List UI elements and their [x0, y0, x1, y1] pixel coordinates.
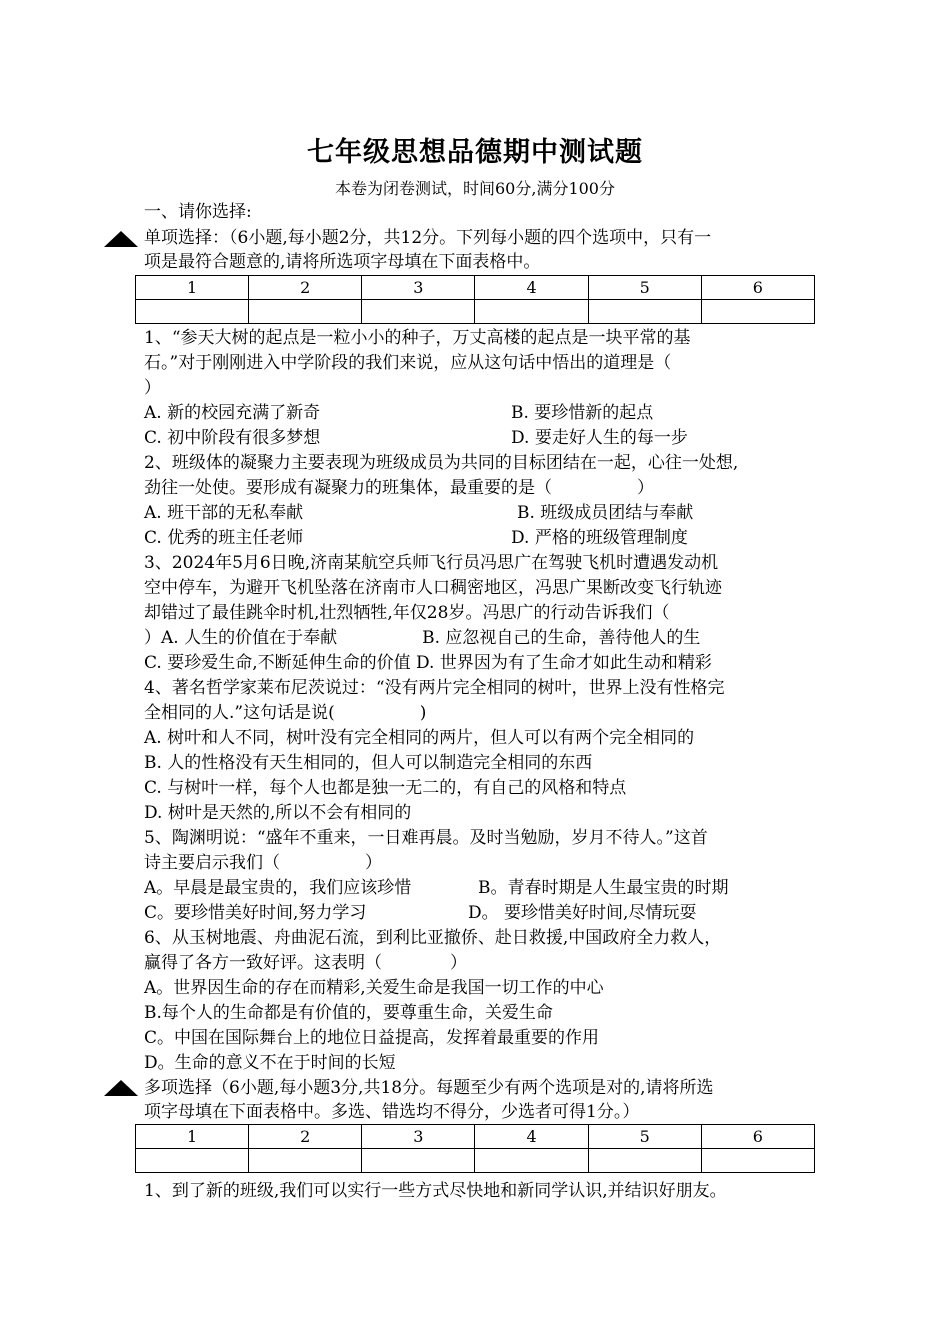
option-c: C。要珍惜美好时间,努力学习	[144, 903, 367, 923]
question-stem: 6、从玉树地震、舟曲泥石流，到利比亚撤侨、赴日救援,中国政府全力救人，	[144, 928, 722, 948]
question-stem: 4、著名哲学家莱布尼茨说过：“没有两片完全相同的树叶，世界上没有性格完	[144, 678, 725, 698]
option-a: A. 班干部的无私奉献	[144, 503, 304, 523]
option-a: A. 树叶和人不同，树叶没有完全相同的两片，但人可以有两个完全相同的	[144, 728, 695, 748]
option-d: D. 树叶是天然的,所以不会有相同的	[144, 803, 412, 823]
option-b: B. 要珍惜新的起点	[511, 403, 654, 423]
multi-choice-intro: 多项选择（6小题,每小题3分,共18分。每题至少有两个选项是对的,请将所选	[144, 1078, 714, 1098]
table-header-cell: 2	[249, 276, 362, 300]
option-b: B. 班级成员团结与奉献	[517, 503, 694, 523]
question-stem: 空中停车，为避开飞机坠落在济南市人口稠密地区，冯思广果断改变飞行轨迹	[144, 578, 722, 598]
table-header-cell: 3	[362, 276, 475, 300]
table-header-cell: 4	[475, 1125, 588, 1149]
page-title: 七年级思想品德期中测试题	[307, 137, 643, 168]
table-header-cell: 6	[701, 1125, 814, 1149]
option-c: C. 优秀的班主任老师	[144, 528, 304, 548]
question-stem: 3、2024年5月6日晚,济南某航空兵师飞行员冯思广在驾驶飞机时遭遇发动机	[144, 553, 719, 573]
option-a: A。世界因生命的存在而精彩,关爱生命是我国一切工作的中心	[144, 978, 604, 998]
table-header-cell: 5	[588, 1125, 701, 1149]
question-stem: 全相同的人.”这句话是说( )	[144, 703, 427, 723]
answer-cell[interactable]	[249, 1149, 362, 1173]
option-d: D。 要珍惜美好时间,尽情玩耍	[468, 903, 697, 923]
option-c: C. 初中阶段有很多梦想	[144, 428, 321, 448]
multi-choice-intro: 项字母填在下面表格中。多选、错选均不得分，少选者可得1分。）	[144, 1102, 640, 1122]
triangle-bullet-icon	[104, 1080, 138, 1096]
single-choice-intro: 单项选择：（6小题,每小题2分，共12分。下列每小题的四个选项中，只有一	[144, 228, 712, 248]
table-header-cell: 4	[475, 276, 588, 300]
question-stem: ）A. 人生的价值在于奉献 B. 应忽视自己的生命，善待他人的生	[144, 628, 701, 648]
single-choice-intro: 项是最符合题意的,请将所选项字母填在下面表格中。	[144, 252, 541, 272]
option-c: C. 与树叶一样，每个人也都是独一无二的，有自己的风格和特点	[144, 778, 627, 798]
option-d: D. 要走好人生的每一步	[511, 428, 688, 448]
option-b: B。青春时期是人生最宝贵的时期	[478, 878, 729, 898]
answer-cell[interactable]	[475, 1149, 588, 1173]
answer-table-multi	[135, 1124, 815, 1173]
option-d: D. 严格的班级管理制度	[511, 528, 688, 548]
question-stem: ）	[144, 378, 161, 398]
table-header-row	[136, 1125, 815, 1149]
question-stem: 2、班级体的凝聚力主要表现为班级成员为共同的目标团结在一起，心往一处想,	[144, 453, 739, 473]
question-stem: 5、陶渊明说：“盛年不重来，一日难再晨。及时当勉励，岁月不待人。”这首	[144, 828, 708, 848]
option-a: A。早晨是最宝贵的，我们应该珍惜	[144, 878, 412, 898]
question-stem: C. 要珍爱生命,不断延伸生命的价值 D. 世界因为有了生命才如此生动和精彩	[144, 653, 712, 673]
answer-cell[interactable]	[588, 300, 701, 324]
answer-table-single	[135, 275, 815, 324]
answer-cell[interactable]	[701, 1149, 814, 1173]
answer-cell[interactable]	[475, 300, 588, 324]
answer-cell[interactable]	[362, 1149, 475, 1173]
question-stem: 1、“参天大树的起点是一粒小小的种子，万丈高楼的起点是一块平常的基	[144, 328, 691, 348]
option-b: B. 人的性格没有天生相同的，但人可以制造完全相同的东西	[144, 753, 593, 773]
table-header-cell: 1	[136, 1125, 249, 1149]
table-header-cell: 5	[588, 276, 701, 300]
option-b: B.每个人的生命都是有价值的，要尊重生命，关爱生命	[144, 1003, 553, 1023]
answer-cell[interactable]	[588, 1149, 701, 1173]
option-a: A. 新的校园充满了新奇	[144, 403, 321, 423]
table-header-cell: 6	[701, 276, 814, 300]
option-d: D。生命的意义不在于时间的长短	[144, 1053, 396, 1073]
question-stem: 石。”对于刚刚进入中学阶段的我们来说，应从这句话中悟出的道理是（	[144, 353, 672, 373]
table-header-cell: 1	[136, 276, 249, 300]
question-stem: 1、到了新的班级,我们可以实行一些方式尽快地和新同学认识,并结识好朋友。	[144, 1181, 727, 1201]
question-stem: 却错过了最佳跳伞时机,壮烈牺牲,年仅28岁。冯思广的行动告诉我们（	[144, 603, 670, 623]
exam-subtitle: 本卷为闭卷测试，时间60分,满分100分	[335, 179, 615, 198]
option-c: C。中国在国际舞台上的地位日益提高，发挥着最重要的作用	[144, 1028, 600, 1048]
table-header-row	[136, 276, 815, 300]
table-header-cell: 3	[362, 1125, 475, 1149]
question-stem: 诗主要启示我们（ ）	[144, 853, 382, 873]
answer-cell[interactable]	[249, 300, 362, 324]
answer-row	[136, 300, 815, 324]
answer-cell[interactable]	[701, 300, 814, 324]
table-header-cell: 2	[249, 1125, 362, 1149]
answer-row	[136, 1149, 815, 1173]
triangle-bullet-icon	[104, 231, 138, 247]
section-heading: 一、请你选择:	[144, 202, 252, 222]
question-stem: 赢得了各方一致好评。这表明（ ）	[144, 953, 467, 973]
answer-cell[interactable]	[136, 1149, 249, 1173]
answer-cell[interactable]	[362, 300, 475, 324]
answer-cell[interactable]	[136, 300, 249, 324]
question-stem: 劲往一处使。要形成有凝聚力的班集体，最重要的是（ ）	[144, 478, 654, 498]
